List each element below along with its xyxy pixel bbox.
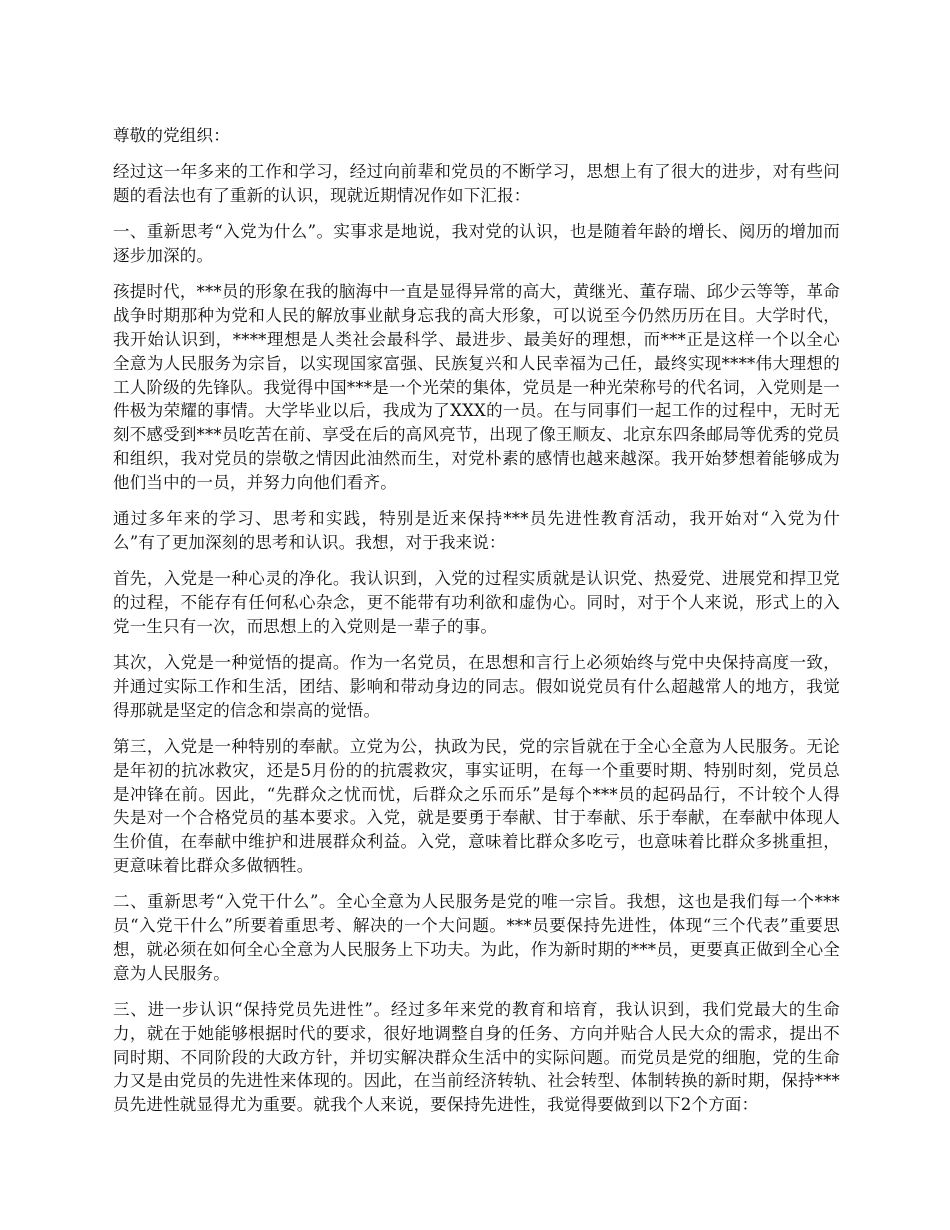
paragraph-second: 其次，入党是一种觉悟的提高。作为一名党员，在思想和言行上必须始终与党中央保持高度一致，并通过实际工作和生活，团结、影响和带动身边的同志。假如说党员有什么超越常人的地方，我觉得那就是坚定的信念和崇高的觉悟。 [113,653,840,720]
paragraph-intro: 经过这一年多来的工作和学习，经过向前辈和党员的不断学习，思想上有了很大的进步，对有些问题的看法也有了重新的认识，现就近期情况作如下汇报： [113,162,840,206]
paragraph-section-2: 二、重新思考“入党干什么”。全心全意为人民服务是党的唯一宗旨。我想，这也是我们每一个***员“入党干什么”所要着重思考、解决的一个大问题。***员要保持先进性，体现“三个代表”重要思想，就必须在如何全心全意为人民服务上下功夫。为此，作为新时期的***员，更要真正做到全心全意为人民服务。 [113,892,840,983]
paragraph-section-3: 三、进一步认识“保持党员先进性”。经过多年来党的教育和培育，我认识到，我们党最大的生命力，就在于她能够根据时代的要求，很好地调整自身的任务、方向并贴合人民大众的需求，提出不同时期、不同阶段的大政方针，并切实解决群众生活中的实际问题。而党员是党的细胞，党的生命力又是由党员的先进性来体现的。因此，在当前经济转轨、社会转型、体制转换的新时期，保持***员先进性就显得尤为重要。就我个人来说，要保持先进性，我觉得要做到以下2个方面： [113,1000,840,1115]
greeting: 尊敬的党组织： [113,126,230,145]
paragraph-reflection: 通过多年来的学习、思考和实践，特别是近来保持***员先进性教育活动，我开始对“入党为什么”有了更加深刻的思考和认识。我想，对于我来说： [113,509,840,552]
document-body [113,124,840,1117]
paragraph-section-1-heading: 一、重新思考“入党为什么”。实事求是地说，我对党的认识，也是随着年龄的增长、阅历的增加而逐步加深的。 [113,222,840,266]
paragraph-childhood: 孩提时代，***员的形象在我的脑海中一直是显得异常的高大，黄继光、董存瑞、邱少云等等，革命战争时期那种为党和人民的解放事业献身忘我的高大形象，可以说至今仍然历历在目。大学时代，我开始认识到，****理想是人类社会最科学、最进步、最美好的理想，而***正是这样一个以全心全意为人民服务为宗旨，以实现国家富强、民族复兴和人民幸福为己任，最终实现****伟大理想的工人阶级的先锋队。我觉得中国***是一个光荣的集体，党员是一种光荣称号的代名词，入党则是一件极为荣耀的事情。大学毕业以后，我成为了XXX的一员。在与同事们一起工作的过程中，无时无刻不感受到***员吃苦在前、享受在后的高风亮节，出现了像王顺友、北京东四条邮局等优秀的党员和组织，我对党员的崇敬之情因此油然而生，对党朴素的感情也越来越深。我开始梦想着能够成为他们当中的一员，并努力向他们看齐。 [113,282,840,492]
paragraph-first: 首先，入党是一种心灵的净化。我认识到，入党的过程实质就是认识党、热爱党、进展党和捍卫党的过程，不能存有任何私心杂念，更不能带有功利欲和虚伪心。同时，对于个人来说，形式上的入党一生只有一次，而思想上的入党则是一辈子的事。 [113,569,840,636]
paragraph-third: 第三，入党是一种特别的奉献。立党为公，执政为民，党的宗旨就在于全心全意为人民服务。无论是年初的抗冰救灾，还是5月份的的抗震救灾，事实证明，在每一个重要时期、特别时刻，党员总是冲锋在前。因此，“先群众之忧而忧，后群众之乐而乐”是每个***员的起码品行，不计较个人得失是对一个合格党员的基本要求。入党，就是要勇于奉献、甘于奉献、乐于奉献，在奉献中体现人生价值，在奉献中维护和进展群众利益。入党，意味着比群众多吃亏，也意味着比群众多挑重担，更意味着比群众多做牺牲。 [113,737,840,876]
